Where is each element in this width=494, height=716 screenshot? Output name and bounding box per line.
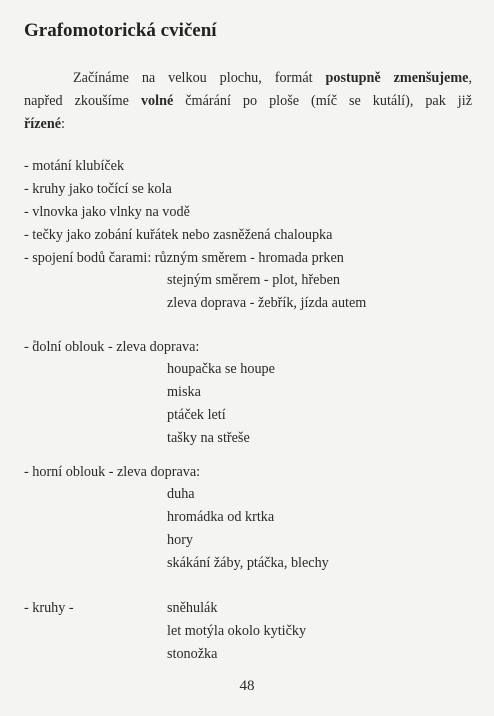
list-item: - spojení bodů čarami: různým směrem - hromada prken [24, 250, 344, 266]
list-item: - tečky jako zobání kuřátek nebo zasněžená chaloupka [24, 227, 333, 243]
list-item: ptáček letí [167, 407, 226, 423]
page-number: 48 [239, 678, 255, 694]
list-item: - vlnovka jako vlnky na vodě [24, 204, 190, 220]
list-item: - kruhy jako točící se kola [24, 181, 172, 197]
intro-text: , [468, 70, 472, 86]
intro-line-1 [24, 67, 472, 90]
intro-emphasis: řízené [24, 116, 62, 132]
intro-text: čmárání po ploše (míč se kutálí), pak již [173, 93, 472, 109]
page-title: Grafomotorická cvičení [24, 20, 217, 41]
list-item-continuation: stejným směrem - plot, hřeben [167, 272, 340, 288]
intro-paragraph [24, 67, 472, 136]
list-item: hory [167, 532, 194, 548]
section-heading-upper-arc: - horní oblouk - zleva doprava: [24, 464, 201, 480]
intro-line-2 [24, 90, 472, 113]
intro-text: : [61, 116, 65, 132]
list-item: miska [167, 384, 201, 400]
list-item: tašky na střeše [167, 430, 250, 446]
intro-emphasis: volné [140, 93, 174, 109]
list-item: skákání žáby, ptáčka, blechy [167, 555, 329, 571]
list-item: duha [167, 486, 195, 502]
intro-text: Začínáme na velkou plochu, formát [73, 70, 326, 86]
list-item: houpačka se houpe [167, 361, 275, 377]
section-heading-circles: - kruhy - [24, 600, 74, 616]
intro-line-3 [24, 113, 472, 136]
list-item-continuation: zleva doprava - žebřík, jízda autem [167, 295, 367, 311]
list-item: hromádka od krtka [167, 509, 275, 525]
intro-emphasis: postupně zmenšujeme [325, 70, 469, 86]
list-item: let motýla okolo kytičky [167, 623, 307, 639]
list-item: - motání klubíček [24, 158, 125, 174]
section-heading-lower-arc: - dolní oblouk - zleva doprava: [24, 339, 200, 355]
intro-text: napřed zkoušíme [24, 93, 141, 109]
list-item: sněhulák [167, 600, 218, 616]
list-item: stonožka [167, 646, 218, 662]
